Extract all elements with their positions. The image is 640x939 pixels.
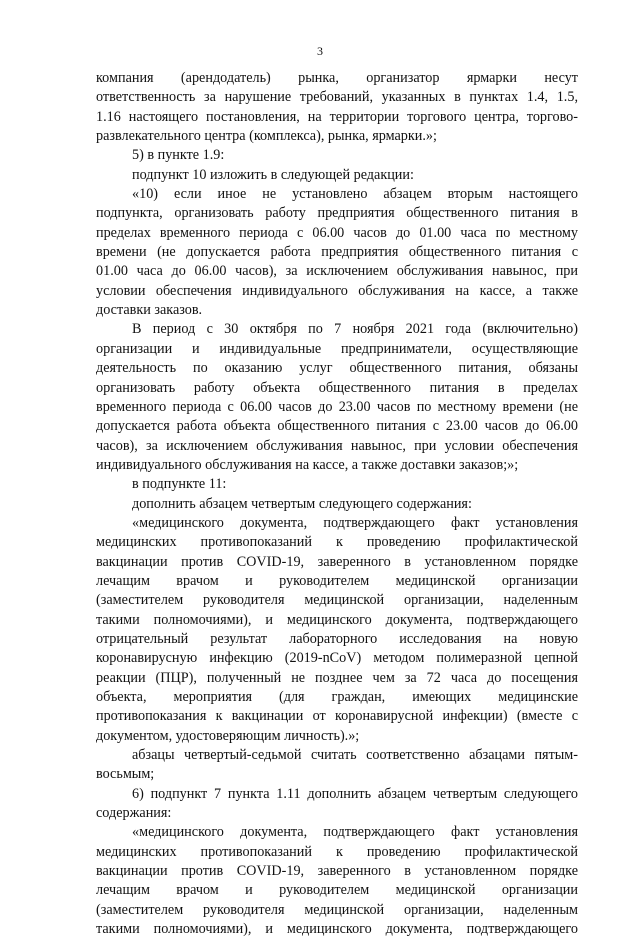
text-line: медицинских противопоказаний к проведению профилактической (96, 843, 578, 860)
text-line: коронавирусную инфекцию (2019-nCoV) методом полимеразной цепной (96, 650, 578, 667)
text-line: подпункт 10 изложить в следующей редакции: (132, 166, 414, 183)
text-line: в подпункте 11: (132, 476, 227, 493)
text-line: 5) в пункте 1.9: (132, 147, 225, 164)
text-line: времени (не допускается работа предприятия общественного питания с (96, 244, 578, 261)
text-line: дополнить абзацем четвертым следующего содержания: (132, 495, 472, 512)
text-line: абзацы четвертый-седьмой считать соответственно абзацами пятым- (132, 747, 578, 764)
text-line: доставки заказов. (96, 302, 203, 319)
text-line: 01.00 часа до 06.00 часов), за исключением обслуживания навынос, при (96, 263, 578, 280)
text-line: (заместителем руководителя медицинской организации, наделенным (96, 901, 578, 918)
text-line: объекта, мероприятия (для граждан, имеющих медицинские (96, 689, 578, 705)
text-line: организации и индивидуальные предприниматели, осуществляющие (96, 340, 578, 357)
text-line: 1.16 настоящего постановления, на территории торгового центра, торгово- (96, 108, 578, 125)
text-line: лечащим врачом и руководителем медицинской организации (96, 572, 578, 589)
text-line: условии обеспечения индивидуального обслуживания на кассе, а также (96, 282, 578, 299)
text-line: восьмым; (96, 766, 155, 783)
text-line: вакцинации против COVID-19, заверенного в установленном порядке (96, 863, 578, 880)
text-line: содержания: (96, 805, 172, 822)
text-line: медицинских противопоказаний к проведению профилактической (96, 534, 578, 551)
text-line: «медицинского документа, подтверждающего факт установления (132, 514, 578, 531)
text-line: подпункта, организовать работу предприятия общественного питания в (96, 205, 578, 222)
page-number: 3 (317, 44, 323, 58)
text-line: ответственность за нарушение требований, указанных в пунктах 1.4, 1.5, (96, 89, 578, 106)
text-line: индивидуального обслуживания на кассе, а также доставки заказов;»; (96, 456, 519, 473)
text-line: временного периода с 06.00 часов до 23.00 часов по местному времени (не (96, 398, 578, 415)
text-line: вакцинации против COVID-19, заверенного в установленном порядке (96, 553, 578, 570)
text-line: «10) если иное не установлено абзацем вторым настоящего (132, 186, 578, 203)
text-line: деятельность по оказанию услуг общественного питания, обязаны (96, 360, 578, 377)
text-line: 6) подпункт 7 пункта 1.11 дополнить абзацем четвертым следующего (132, 785, 578, 802)
text-line: (заместителем руководителя медицинской организации, наделенным (96, 592, 578, 609)
document-body (96, 69, 578, 939)
text-line: противопоказания к вакцинации от коронавирусной инфекции) (вместе с (96, 708, 578, 725)
text-line: лечащим врачом и руководителем медицинской организации (96, 882, 578, 899)
text-line: документом, удостоверяющим личность).»; (96, 727, 360, 744)
text-line: допускается работа объекта общественного питания с 23.00 часов до 06.00 (96, 418, 578, 435)
text-line: такими полномочиями), и медицинского документа, подтверждающего (96, 611, 578, 628)
text-line: такими полномочиями), и медицинского документа, подтверждающего (96, 921, 578, 938)
text-line: организовать работу объекта общественного питания в пределах (96, 379, 578, 396)
text-line: развлекательного центра (комплекса), рынка, ярмарки.»; (96, 128, 437, 145)
text-line: часов), за исключением обслуживания навынос, при условии обеспечения (96, 437, 578, 454)
text-line: отрицательный результат лабораторного исследования на новую (96, 630, 578, 647)
text-line: В период с 30 октября по 7 ноября 2021 года (включительно) (132, 321, 578, 338)
text-line: компания (арендодатель) рынка, организатор ярмарки несут (96, 70, 578, 86)
text-line: реакции (ПЦР), полученный не позднее чем за 72 часа до посещения (96, 669, 578, 686)
text-line: пределах временного периода с 06.00 часов до 01.00 часа по местному (96, 224, 578, 241)
text-line: «медицинского документа, подтверждающего факт установления (132, 824, 578, 841)
